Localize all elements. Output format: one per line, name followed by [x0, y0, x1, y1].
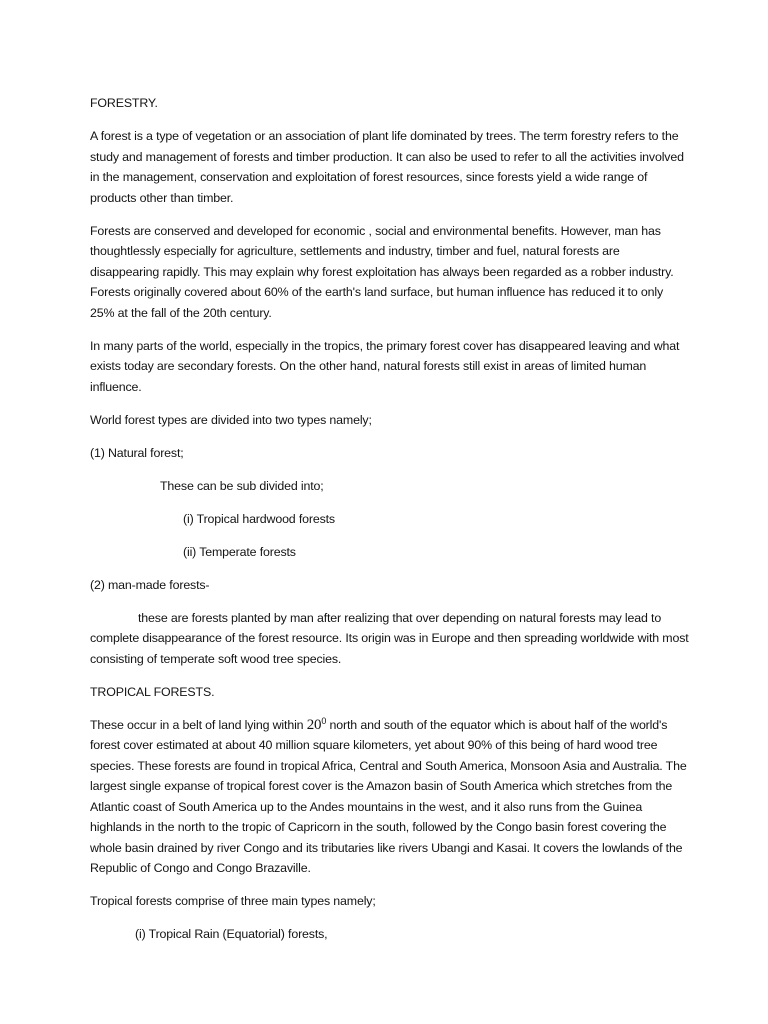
document-title: FORESTRY.: [90, 96, 158, 110]
paragraph-tropical-forests: [90, 715, 690, 879]
paragraph-secondary-forests: In many parts of the world, especially in the tropics, the primary forest cover has disappeared leaving and what exists today are secondary forests. On the other hand, natural forests still exist in areas of limited human influence.: [90, 338, 680, 394]
paragraph-conservation: Forests are conserved and developed for economic , social and environmental benefits. However, man has thoughtlessly especially for agriculture, settlements and industry, timber and fuel, natural forests are disappearing rapidly. This may explain why forest exploitation has always been regarded as a robber industry. Forests originally covered about 60% of the earth's land surface, but human influence has reduced it to only 25% at the fall of the 20th century.: [90, 223, 674, 320]
degree-superscript: 0: [321, 715, 327, 726]
list-item-man-made-forests: (2) man-made forests-: [90, 577, 210, 592]
paragraph-tropical-types-intro: Tropical forests comprise of three main types namely;: [90, 894, 376, 908]
paragraph-forest-definition: A forest is a type of vegetation or an association of plant life dominated by trees. The term forestry refers to the study and management of forests and timber production. It can also be used to refer to all the activities involved in the management, conservation and exploitation of forest resources, since forests yield a wide range of products other than timber.: [90, 129, 684, 205]
paragraph-tropical-rest: north and south of the equator which is about half of the world's forest cover estimated at about 40 million square kilometers, yet about 90% of this being of hard wood tree species. These forests are found in tropical Africa, Central and South America, Monsoon Asia and Australia. The largest single expanse of tropical forest cover is the Amazon basin of South America which stretches from the Atlantic coast of South America up to the Andes mountains in the west, and it also runs from the Guinea highlands in the north to the tropic of Capricorn in the south, followed by the Congo basin forest covering the whole basin drained by river Congo and its tributaries like rivers Ubangi and Kasai. It covers the lowlands of the Republic of Congo and Congo Brazaville.: [90, 717, 687, 875]
paragraph-tropical-start: These occur in a belt of land lying within: [90, 717, 307, 732]
paragraph-man-made-description: these are forests planted by man after realizing that over depending on natural forests may lead to complete disappearance of the forest resource. Its origin was in Europe and then spreading worldwide with most consisting of temperate soft wood tree species.: [90, 610, 689, 666]
paragraph-forest-types-intro: World forest types are divided into two types namely;: [90, 412, 372, 427]
document-body: [90, 93, 690, 957]
sub-list-item-temperate: (ii) Temperate forests: [183, 544, 296, 559]
sub-list-item-tropical-hardwood: (i) Tropical hardwood forests: [183, 511, 335, 526]
degree-value: 20: [306, 716, 322, 733]
list-item-tropical-rain-forests: (i) Tropical Rain (Equatorial) forests,: [135, 927, 328, 941]
list-item-natural-forest: (1) Natural forest;: [90, 445, 184, 460]
sub-list-intro: These can be sub divided into;: [160, 478, 324, 493]
section-heading-tropical-forests: TROPICAL FORESTS.: [90, 684, 215, 699]
